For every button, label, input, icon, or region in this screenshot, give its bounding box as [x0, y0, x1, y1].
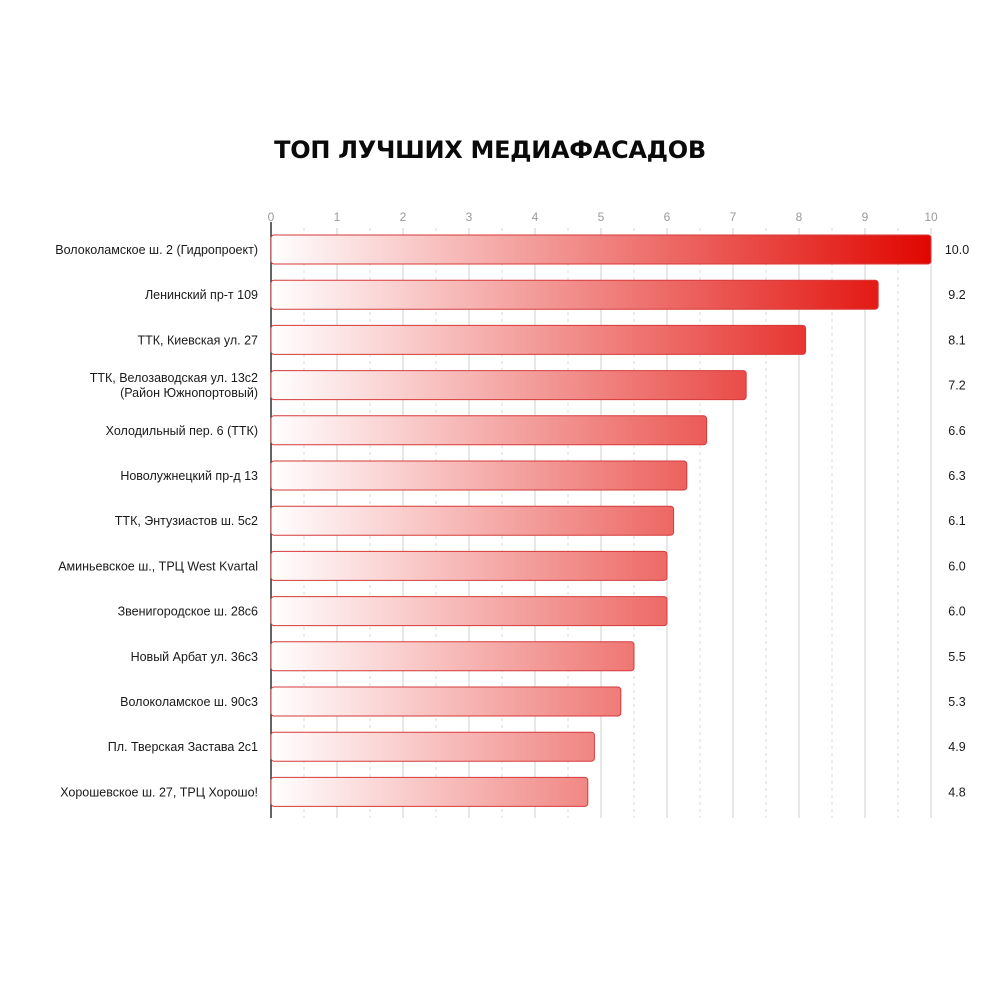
category-label — [145, 288, 258, 302]
category-label-line: Пл. Тверская Застава 2с1 — [107, 740, 258, 755]
category-label-line: Звенигородское ш. 28с6 — [117, 604, 258, 619]
bar — [271, 551, 667, 580]
category-label — [120, 469, 258, 483]
category-label — [118, 605, 258, 619]
bar — [271, 325, 806, 354]
bar — [271, 461, 687, 490]
category-label — [55, 243, 258, 257]
category-label — [108, 740, 258, 754]
category-label-line: Хорошевское ш. 27, ТРЦ Хорошо! — [60, 785, 258, 800]
bar — [271, 371, 746, 400]
category-label — [115, 514, 258, 528]
category-label — [60, 785, 258, 799]
value-label: 6.1 — [948, 514, 966, 529]
category-label-line: ТТК, Энтузиастов ш. 5с2 — [114, 514, 258, 529]
x-tick-label: 5 — [597, 210, 605, 224]
category-label-line: (Район Южнопортовый) — [120, 386, 258, 401]
category-label — [137, 333, 258, 347]
category-label — [106, 424, 258, 438]
x-tick-label: 1 — [333, 210, 341, 224]
value-label: 6.0 — [948, 559, 966, 574]
category-label-line: ТТК, Велозаводская ул. 13с2 — [89, 371, 258, 386]
category-label — [90, 371, 258, 400]
bar — [271, 732, 594, 761]
category-label-line: Ленинский пр-т 109 — [144, 288, 258, 303]
value-label: 6.0 — [948, 604, 966, 619]
x-tick-label: 4 — [531, 210, 539, 224]
bar — [271, 597, 667, 626]
category-label-line: Волоколамское ш. 90с3 — [120, 695, 258, 709]
category-label-line: Волоколамское ш. 2 (Гидропроект) — [55, 243, 258, 257]
value-label: 8.1 — [948, 333, 966, 348]
value-label: 9.2 — [948, 288, 966, 303]
value-label: 7.2 — [948, 378, 966, 393]
bar — [271, 416, 707, 445]
category-label-line: Новолужнецкий пр-д 13 — [120, 469, 258, 483]
x-tick-label: 3 — [465, 210, 473, 224]
bar — [271, 777, 588, 806]
value-label: 6.6 — [948, 423, 966, 438]
value-label: 5.3 — [948, 695, 966, 709]
category-labels — [55, 243, 258, 799]
value-label: 4.8 — [948, 785, 966, 800]
x-tick-label: 10 — [924, 210, 938, 224]
bar — [271, 642, 634, 671]
x-tick-label: 6 — [663, 210, 671, 224]
bar — [271, 687, 621, 716]
category-label-line: Холодильный пер. 6 (ТТК) — [105, 423, 258, 438]
bar — [271, 506, 674, 535]
category-label-line: Аминьевское ш., ТРЦ West Kvartal — [58, 559, 258, 574]
category-label — [120, 695, 258, 709]
bar — [271, 235, 931, 264]
chart-title: ТОП ЛУЧШИХ МЕДИАФАСАДОВ — [274, 136, 706, 164]
value-labels — [945, 243, 969, 799]
x-tick-label: 0 — [267, 210, 275, 224]
x-axis-ticks — [268, 210, 938, 224]
value-label: 10.0 — [944, 243, 970, 257]
value-label: 6.3 — [948, 469, 966, 483]
x-tick-label: 2 — [399, 210, 407, 224]
value-label: 5.5 — [948, 649, 966, 664]
x-tick-label: 8 — [795, 210, 803, 224]
bar — [271, 280, 878, 309]
value-label: 4.9 — [948, 740, 966, 755]
category-label — [131, 650, 258, 664]
category-label-line: ТТК, Киевская ул. 27 — [137, 333, 258, 348]
category-label-line: Новый Арбат ул. 36с3 — [130, 649, 258, 664]
x-tick-label: 7 — [729, 210, 737, 224]
x-tick-label: 9 — [861, 210, 869, 224]
category-label — [58, 559, 258, 573]
